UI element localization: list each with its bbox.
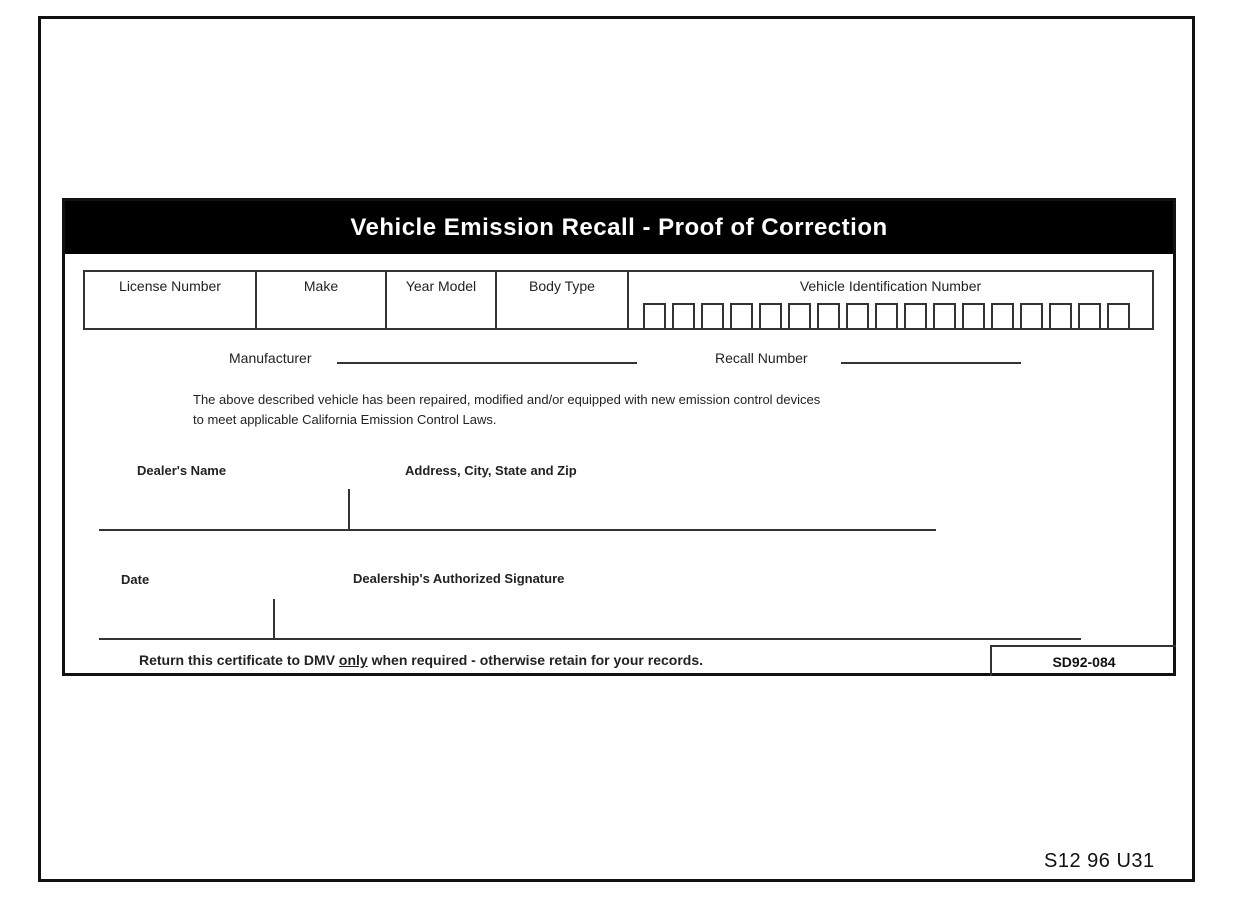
vin-char-box[interactable]	[817, 303, 840, 328]
return-instructions-end: when required - otherwise retain for your records.	[367, 652, 703, 668]
vin-char-box[interactable]	[904, 303, 927, 328]
recall-number-label: Recall Number	[715, 350, 808, 366]
form-code: SD92-084	[990, 645, 1176, 676]
vin-char-box[interactable]	[991, 303, 1014, 328]
dealer-name-label: Dealer's Name	[137, 463, 227, 478]
vin-char-box[interactable]	[846, 303, 869, 328]
date-field-divider	[273, 599, 275, 639]
vehicle-info-table	[83, 270, 1154, 330]
manufacturer-field[interactable]	[337, 362, 637, 364]
return-instructions	[139, 652, 703, 668]
vin-cell	[629, 272, 1152, 328]
body-type-label: Body Type	[529, 278, 595, 294]
date-label: Date	[121, 572, 150, 587]
vin-label: Vehicle Identification Number	[799, 278, 982, 294]
vin-char-box[interactable]	[1078, 303, 1101, 328]
form-title: Vehicle Emission Recall - Proof of Correction	[65, 201, 1173, 254]
make-cell[interactable]	[257, 272, 387, 328]
vin-char-box[interactable]	[701, 303, 724, 328]
vin-char-box[interactable]	[933, 303, 956, 328]
vin-char-box[interactable]	[875, 303, 898, 328]
make-label: Make	[303, 278, 339, 294]
vin-char-box[interactable]	[643, 303, 666, 328]
license-number-cell[interactable]	[85, 272, 257, 328]
vin-char-box[interactable]	[962, 303, 985, 328]
date-signature-field[interactable]	[99, 638, 1081, 640]
vin-char-box[interactable]	[730, 303, 753, 328]
recall-certificate-form	[62, 198, 1176, 676]
vin-char-box[interactable]	[672, 303, 695, 328]
manufacturer-label: Manufacturer	[229, 350, 312, 366]
license-number-label: License Number	[119, 278, 221, 294]
vin-char-box[interactable]	[1049, 303, 1072, 328]
year-model-label: Year Model	[405, 278, 477, 294]
year-model-cell[interactable]	[387, 272, 497, 328]
signature-label: Dealership's Authorized Signature	[353, 571, 565, 586]
return-instructions-start: Return this certificate to DMV	[139, 652, 339, 668]
dealer-info-field[interactable]	[99, 529, 936, 531]
vin-char-box[interactable]	[759, 303, 782, 328]
dealer-address-label: Address, City, State and Zip	[405, 463, 577, 478]
statement-line-1: The above described vehicle has been repaired, modified and/or equipped with new emission control devices	[193, 392, 821, 407]
vin-char-box[interactable]	[1020, 303, 1043, 328]
vin-char-box[interactable]	[788, 303, 811, 328]
return-instructions-emphasis: only	[338, 652, 368, 668]
vin-char-box[interactable]	[1107, 303, 1130, 328]
figure-code: S12 96 U31	[1044, 850, 1155, 872]
dealer-field-divider	[348, 489, 350, 529]
statement-line-2: to meet applicable California Emission Control Laws.	[193, 412, 497, 427]
recall-number-field[interactable]	[841, 362, 1021, 364]
vin-character-boxes	[643, 303, 1136, 328]
body-type-cell[interactable]	[497, 272, 629, 328]
